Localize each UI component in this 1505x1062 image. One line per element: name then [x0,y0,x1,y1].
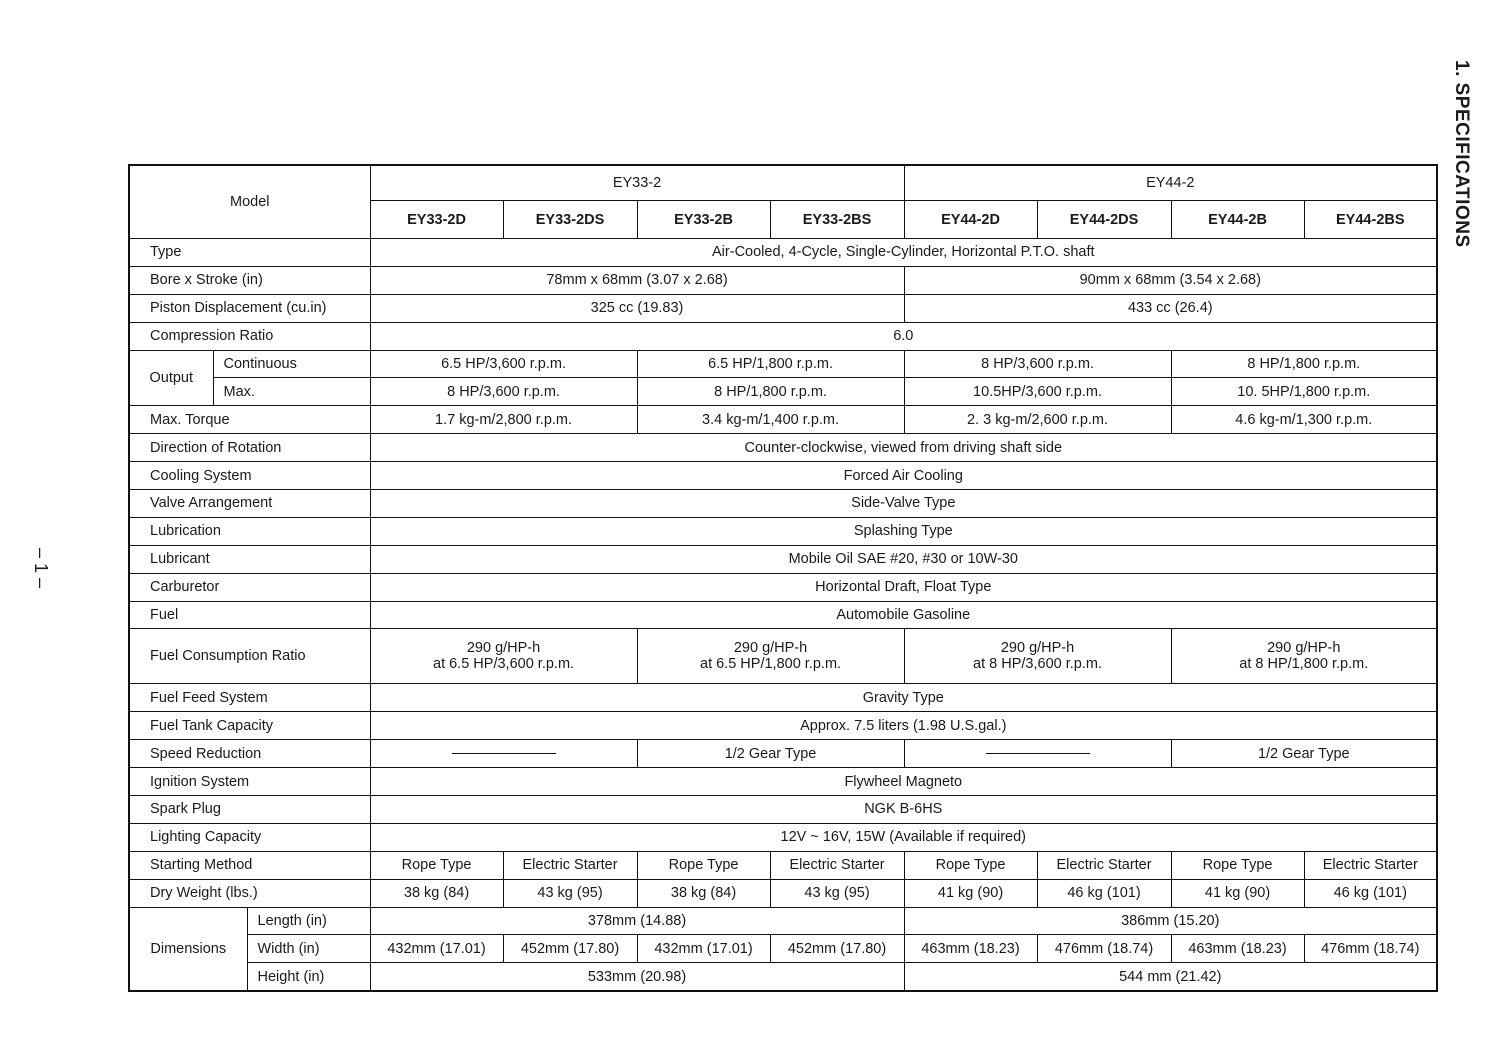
output-max-value: 10.5HP/3,600 r.p.m. [904,378,1171,406]
fuel-label: Fuel [129,601,370,629]
torque-value: 3.4 kg-m/1,400 r.p.m. [637,406,904,434]
model-ey33-2b: EY33-2B [637,201,770,239]
page-number: – 1 – [31,548,51,589]
width-value: 452mm (17.80) [770,935,904,963]
consumption-condition: at 8 HP/3,600 r.p.m. [973,656,1103,673]
plug-value: NGK B-6HS [370,796,1437,824]
consumption-rate: 290 g/HP-h [1267,640,1341,657]
row-dimensions-length [129,907,1437,935]
starting-value: Electric Starter [1037,851,1171,879]
row-carburetor [129,573,1437,601]
consumption-value [370,629,637,684]
model-ey33-2d: EY33-2D [370,201,503,239]
reduction-label: Speed Reduction [129,740,370,768]
width-value: 476mm (18.74) [1304,935,1437,963]
row-lubricant [129,545,1437,573]
row-dimensions-height [129,963,1437,991]
row-cooling [129,462,1437,490]
row-plug [129,796,1437,824]
row-torque [129,406,1437,434]
rotation-value: Counter-clockwise, viewed from driving shaft side [370,434,1437,462]
consumption-label: Fuel Consumption Ratio [129,629,370,684]
displacement-ey33: 325 cc (19.83) [370,294,904,322]
starting-value: Rope Type [370,851,503,879]
fuel-value: Automobile Gasoline [370,601,1437,629]
tank-value: Approx. 7.5 liters (1.98 U.S.gal.) [370,712,1437,740]
output-continuous-value: 8 HP/3,600 r.p.m. [904,350,1171,378]
row-rotation [129,434,1437,462]
consumption-value [904,629,1171,684]
output-continuous-value: 6.5 HP/3,600 r.p.m. [370,350,637,378]
width-value: 463mm (18.23) [904,935,1037,963]
height-ey44: 544 mm (21.42) [904,963,1437,991]
group-ey33-header: EY33-2 [370,165,904,201]
weight-value: 43 kg (95) [770,879,904,907]
displacement-ey44: 433 cc (26.4) [904,294,1437,322]
torque-value: 4.6 kg-m/1,300 r.p.m. [1171,406,1437,434]
carburetor-value: Horizontal Draft, Float Type [370,573,1437,601]
cooling-value: Forced Air Cooling [370,462,1437,490]
dash-line [986,753,1090,754]
row-output-continuous [129,350,1437,378]
starting-value: Electric Starter [1304,851,1437,879]
consumption-value [637,629,904,684]
height-label: Height (in) [247,963,370,991]
height-ey33: 533mm (20.98) [370,963,904,991]
lighting-value: 12V ~ 16V, 15W (Available if required) [370,823,1437,851]
feed-value: Gravity Type [370,684,1437,712]
row-output-max [129,378,1437,406]
row-compression [129,322,1437,350]
type-value: Air-Cooled, 4-Cycle, Single-Cylinder, Horizontal P.T.O. shaft [370,239,1437,267]
bore-label: Bore x Stroke (in) [129,266,370,294]
ignition-value: Flywheel Magneto [370,768,1437,796]
weight-value: 43 kg (95) [503,879,637,907]
starting-value: Rope Type [904,851,1037,879]
model-ey44-2bs: EY44-2BS [1304,201,1437,239]
model-ey44-2ds: EY44-2DS [1037,201,1171,239]
consumption-rate: 290 g/HP-h [733,640,808,657]
row-dimensions-width [129,935,1437,963]
ignition-label: Ignition System [129,768,370,796]
output-continuous-value: 8 HP/1,800 r.p.m. [1171,350,1437,378]
row-consumption [129,629,1437,684]
row-type [129,239,1437,267]
dimensions-label: Dimensions [129,907,247,991]
row-ignition [129,768,1437,796]
compression-value: 6.0 [370,322,1437,350]
compression-label: Compression Ratio [129,322,370,350]
bore-ey33: 78mm x 68mm (3.07 x 2.68) [370,266,904,294]
specifications-table [128,164,1438,992]
output-max-value: 8 HP/3,600 r.p.m. [370,378,637,406]
starting-value: Rope Type [637,851,770,879]
tank-label: Fuel Tank Capacity [129,712,370,740]
valve-label: Valve Arrangement [129,490,370,518]
plug-label: Spark Plug [129,796,370,824]
torque-value: 1.7 kg-m/2,800 r.p.m. [370,406,637,434]
reduction-none [904,740,1171,768]
weight-value: 41 kg (90) [904,879,1037,907]
lubricant-value: Mobile Oil SAE #20, #30 or 10W-30 [370,545,1437,573]
length-ey44: 386mm (15.20) [904,907,1437,935]
starting-value: Electric Starter [770,851,904,879]
output-continuous-label: Continuous [213,350,370,378]
reduction-none [370,740,637,768]
model-ey44-2b: EY44-2B [1171,201,1304,239]
row-lubrication [129,517,1437,545]
bore-ey44: 90mm x 68mm (3.54 x 2.68) [904,266,1437,294]
length-ey33: 378mm (14.88) [370,907,904,935]
model-header: Model [129,165,370,239]
output-label: Output [129,350,213,406]
row-fuel [129,601,1437,629]
row-displacement [129,294,1437,322]
model-ey33-2ds: EY33-2DS [503,201,637,239]
weight-value: 46 kg (101) [1037,879,1171,907]
model-ey33-2bs: EY33-2BS [770,201,904,239]
torque-label: Max. Torque [129,406,370,434]
consumption-rate: 290 g/HP-h [466,640,541,657]
row-starting [129,851,1437,879]
displacement-label: Piston Displacement (cu.in) [129,294,370,322]
valve-value: Side-Valve Type [370,490,1437,518]
row-valve [129,490,1437,518]
weight-label: Dry Weight (lbs.) [129,879,370,907]
weight-value: 46 kg (101) [1304,879,1437,907]
starting-label: Starting Method [129,851,370,879]
consumption-condition: at 8 HP/1,800 r.p.m. [1239,656,1369,673]
row-bore [129,266,1437,294]
width-value: 452mm (17.80) [503,935,637,963]
lighting-label: Lighting Capacity [129,823,370,851]
consumption-value [1171,629,1437,684]
width-value: 432mm (17.01) [637,935,770,963]
torque-value: 2. 3 kg-m/2,600 r.p.m. [904,406,1171,434]
row-lighting [129,823,1437,851]
reduction-value: 1/2 Gear Type [637,740,904,768]
header-row-groups [129,165,1437,201]
weight-value: 38 kg (84) [637,879,770,907]
length-label: Length (in) [247,907,370,935]
lubrication-value: Splashing Type [370,517,1437,545]
output-max-label: Max. [213,378,370,406]
section-title: 1. SPECIFICATIONS [1451,60,1472,248]
consumption-rate: 290 g/HP-h [1000,640,1075,657]
rotation-label: Direction of Rotation [129,434,370,462]
width-label: Width (in) [247,935,370,963]
cooling-label: Cooling System [129,462,370,490]
feed-label: Fuel Feed System [129,684,370,712]
group-ey44-header: EY44-2 [904,165,1437,201]
row-feed [129,684,1437,712]
model-ey44-2d: EY44-2D [904,201,1037,239]
weight-value: 38 kg (84) [370,879,503,907]
width-value: 432mm (17.01) [370,935,503,963]
lubrication-label: Lubrication [129,517,370,545]
consumption-condition: at 6.5 HP/3,600 r.p.m. [433,656,575,673]
type-label: Type [129,239,370,267]
output-continuous-value: 6.5 HP/1,800 r.p.m. [637,350,904,378]
row-reduction [129,740,1437,768]
width-value: 463mm (18.23) [1171,935,1304,963]
weight-value: 41 kg (90) [1171,879,1304,907]
output-max-value: 10. 5HP/1,800 r.p.m. [1171,378,1437,406]
starting-value: Electric Starter [503,851,637,879]
lubricant-label: Lubricant [129,545,370,573]
row-tank [129,712,1437,740]
row-weight [129,879,1437,907]
reduction-value: 1/2 Gear Type [1171,740,1437,768]
dash-line [452,753,556,754]
carburetor-label: Carburetor [129,573,370,601]
output-max-value: 8 HP/1,800 r.p.m. [637,378,904,406]
width-value: 476mm (18.74) [1037,935,1171,963]
consumption-condition: at 6.5 HP/1,800 r.p.m. [700,656,842,673]
starting-value: Rope Type [1171,851,1304,879]
